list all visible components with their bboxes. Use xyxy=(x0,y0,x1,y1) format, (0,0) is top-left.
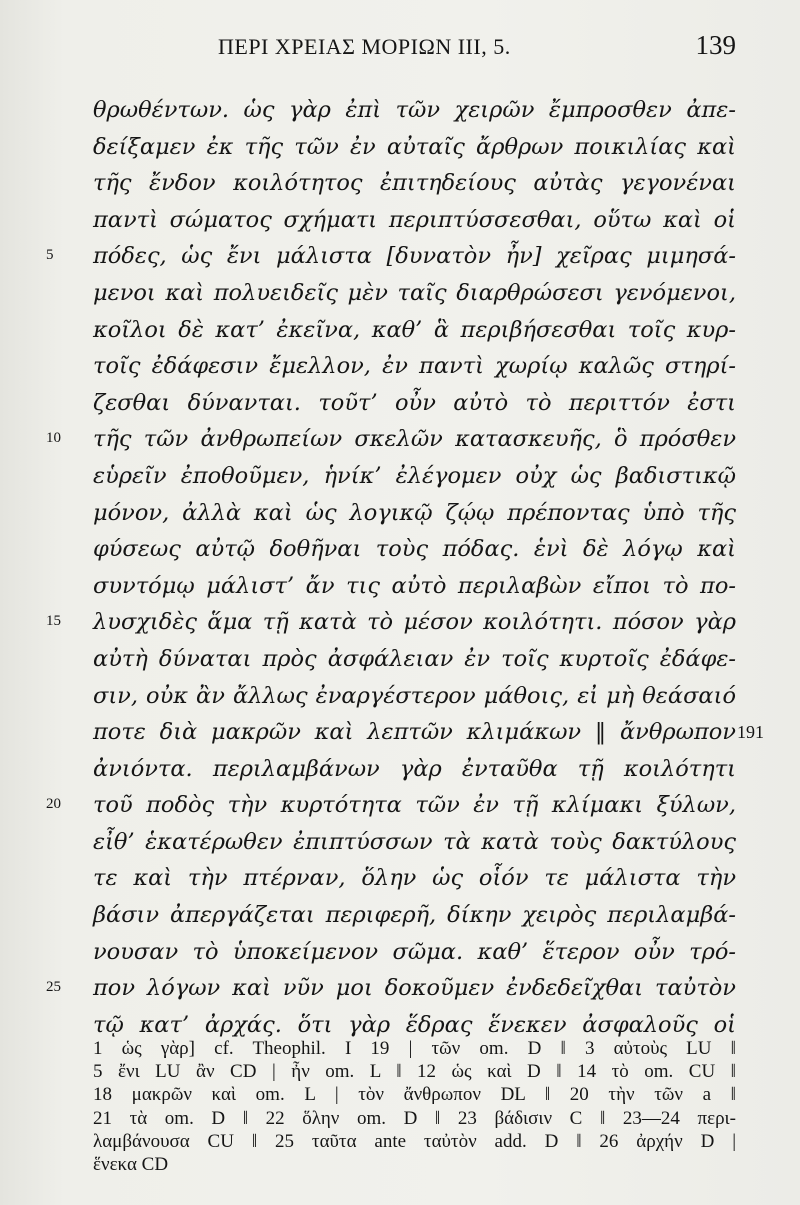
line-text: συντόμῳ μάλιστ’ ἄν τις αὐτὸ περιλαβὼν εἴποι τὸ πο- xyxy=(93,572,736,599)
text-line xyxy=(0,751,800,788)
running-title: ΠΕΡΙ ΧΡΕΙΑΣ ΜΟΡΙΩΝ ΙΙΙ, 5. xyxy=(218,34,511,59)
text-line xyxy=(0,421,800,458)
line-number: 10 xyxy=(46,430,61,447)
line-text: κοῖλοι δὲ κατ’ ἐκεῖνα, καθ’ ἃ περιβήσεσθαι τοῖς κυρ- xyxy=(93,316,736,343)
text-line xyxy=(0,897,800,934)
text-line xyxy=(0,129,800,166)
line-text: ζεσθαι δύνανται. τοῦτ’ οὖν αὐτὸ τὸ περιττόν ἐστι xyxy=(93,389,736,416)
text-line xyxy=(0,714,800,751)
margin-page-reference: 191 xyxy=(737,722,764,743)
text-line xyxy=(0,641,800,678)
text-line xyxy=(0,934,800,971)
line-text: τῆς τῶν ἀνθρωπείων σκελῶν κατασκευῆς, ὃ πρόσθεν xyxy=(93,426,736,453)
apparatus-line-text: λαμβάνουσα CU ‖ 25 ταῦτα ante ταὐτὸν add. D ‖ 26 ἀρχήν D | xyxy=(93,1130,736,1152)
text-line xyxy=(0,92,800,129)
line-text: σιν, οὐκ ἂν ἄλλως ἐναργέστερον μάθοις, εἰ μὴ θεάσαιό xyxy=(93,682,736,709)
apparatus-line-text: 18 μακρῶν καὶ om. L | τὸν ἄνθρωπον DL ‖ 20 τὴν τῶν a ‖ xyxy=(93,1084,736,1106)
line-text: εὑρεῖν ἐποθοῦμεν, ἡνίκ’ ἐλέγομεν οὐχ ὡς βαδιστικῷ xyxy=(93,462,736,489)
text-line xyxy=(0,787,800,824)
line-text: παντὶ σώματος σχήματι περιπτύσσεσθαι, οὕτω καὶ οἱ xyxy=(93,206,736,233)
line-text: μόνον, ἀλλὰ καὶ ὡς λογικῷ ζῴῳ πρέποντας ὑπὸ τῆς xyxy=(93,499,736,526)
apparatus-line-text: 1 ὡς γὰρ] cf. Theophil. I 19 | τῶν om. D ‖ 3 αὐτοὺς LU ‖ xyxy=(93,1038,736,1059)
line-number: 25 xyxy=(46,979,61,996)
apparatus-line xyxy=(0,1108,800,1131)
text-line xyxy=(0,385,800,422)
text-line xyxy=(0,970,800,1007)
page-number: 139 xyxy=(695,30,736,60)
apparatus-line xyxy=(0,1038,800,1061)
text-line xyxy=(0,824,800,861)
line-text: βάσιν ἀπεργάζεται περιφερῆ, δίκην χειρὸς περιλαμβά- xyxy=(93,902,736,929)
line-text: πόδες, ὡς ἔνι μάλιστα [δυνατὸν ἦν] χεῖρας μιμησά- xyxy=(93,243,736,270)
line-text: μενοι καὶ πολυειδεῖς μὲν ταῖς διαρθρώσεσι γενόμενοι, xyxy=(93,279,736,306)
line-text: δείξαμεν ἐκ τῆς τῶν ἐν αὐταῖς ἄρθρων ποικιλίας καὶ xyxy=(93,133,736,160)
text-line xyxy=(0,495,800,532)
line-text: θρωθέντων. ὡς γὰρ ἐπὶ τῶν χειρῶν ἔμπροσθεν ἀπε- xyxy=(93,97,736,123)
text-line xyxy=(0,458,800,495)
apparatus-line xyxy=(0,1131,800,1154)
line-text: τῷ κατ’ ἀρχάς. ὅτι γὰρ ἕδρας ἕνεκεν ἀσφαλοῦς οἱ xyxy=(93,1011,736,1038)
line-text: εἶθ’ ἑκατέρωθεν ἐπιπτύσσων τὰ κατὰ τοὺς δακτύλους xyxy=(93,828,736,855)
apparatus-line-text: ἕνεκα CD xyxy=(93,1153,169,1175)
apparatus-line xyxy=(0,1154,800,1177)
line-text: νουσαν τὸ ὑποκείμενον σῶμα. καθ’ ἕτερον οὖν τρό- xyxy=(93,938,736,965)
line-number: 15 xyxy=(46,613,61,630)
line-text: τοῖς ἐδάφεσιν ἔμελλον, ἐν παντὶ χωρίῳ καλῶς στηρί- xyxy=(93,353,736,380)
apparatus-line-text: 21 τὰ om. D ‖ 22 ὅλην om. D ‖ 23 βάδισιν C ‖ 23—24 περι- xyxy=(93,1107,736,1129)
line-text: πον λόγων καὶ νῦν μοι δοκοῦμεν ἐνδεδεῖχθαι ταὐτὸν xyxy=(93,975,736,1002)
page-header xyxy=(70,30,736,66)
text-line xyxy=(0,348,800,385)
line-text: τε καὶ τὴν πτέρναν, ὅλην ὡς οἷόν τε μάλιστα τὴν xyxy=(93,865,736,892)
text-line xyxy=(0,531,800,568)
main-text xyxy=(0,92,800,1043)
line-number: 5 xyxy=(46,247,54,264)
line-text: λυσχιδὲς ἅμα τῇ κατὰ τὸ μέσον κοιλότητι. πόσον γὰρ xyxy=(93,609,736,636)
line-text: ἀνιόντα. περιλαμβάνων γὰρ ἐνταῦθα τῇ κοιλότητι xyxy=(93,755,736,782)
text-line xyxy=(0,860,800,897)
line-text: ποτε διὰ μακρῶν καὶ λεπτῶν κλιμάκων ‖ ἄνθρωπον xyxy=(93,719,736,746)
line-text: τῆς ἔνδον κοιλότητος ἐπιτηδείους αὐτὰς γεγονέναι xyxy=(93,170,736,197)
line-number: 20 xyxy=(46,796,61,813)
text-line xyxy=(0,312,800,349)
critical-apparatus xyxy=(0,1038,800,1177)
apparatus-line xyxy=(0,1061,800,1084)
text-line xyxy=(0,275,800,312)
line-text: φύσεως αὐτῷ δοθῆναι τοὺς πόδας. ἑνὶ δὲ λόγῳ καὶ xyxy=(93,536,736,563)
text-line xyxy=(0,238,800,275)
text-line xyxy=(0,568,800,605)
text-line xyxy=(0,165,800,202)
text-line xyxy=(0,678,800,715)
apparatus-line xyxy=(0,1084,800,1107)
text-line xyxy=(0,202,800,239)
line-text: αὐτὴ δύναται πρὸς ἀσφάλειαν ἐν τοῖς κυρτοῖς ἐδάφε- xyxy=(93,645,736,672)
line-text: τοῦ ποδὸς τὴν κυρτότητα τῶν ἐν τῇ κλίμακι ξύλων, xyxy=(93,792,736,819)
apparatus-line-text: 5 ἔνι LU ἂν CD | ἦν om. L ‖ 12 ὡς καὶ D ‖ 14 τὸ om. CU ‖ xyxy=(93,1061,736,1083)
text-line xyxy=(0,604,800,641)
